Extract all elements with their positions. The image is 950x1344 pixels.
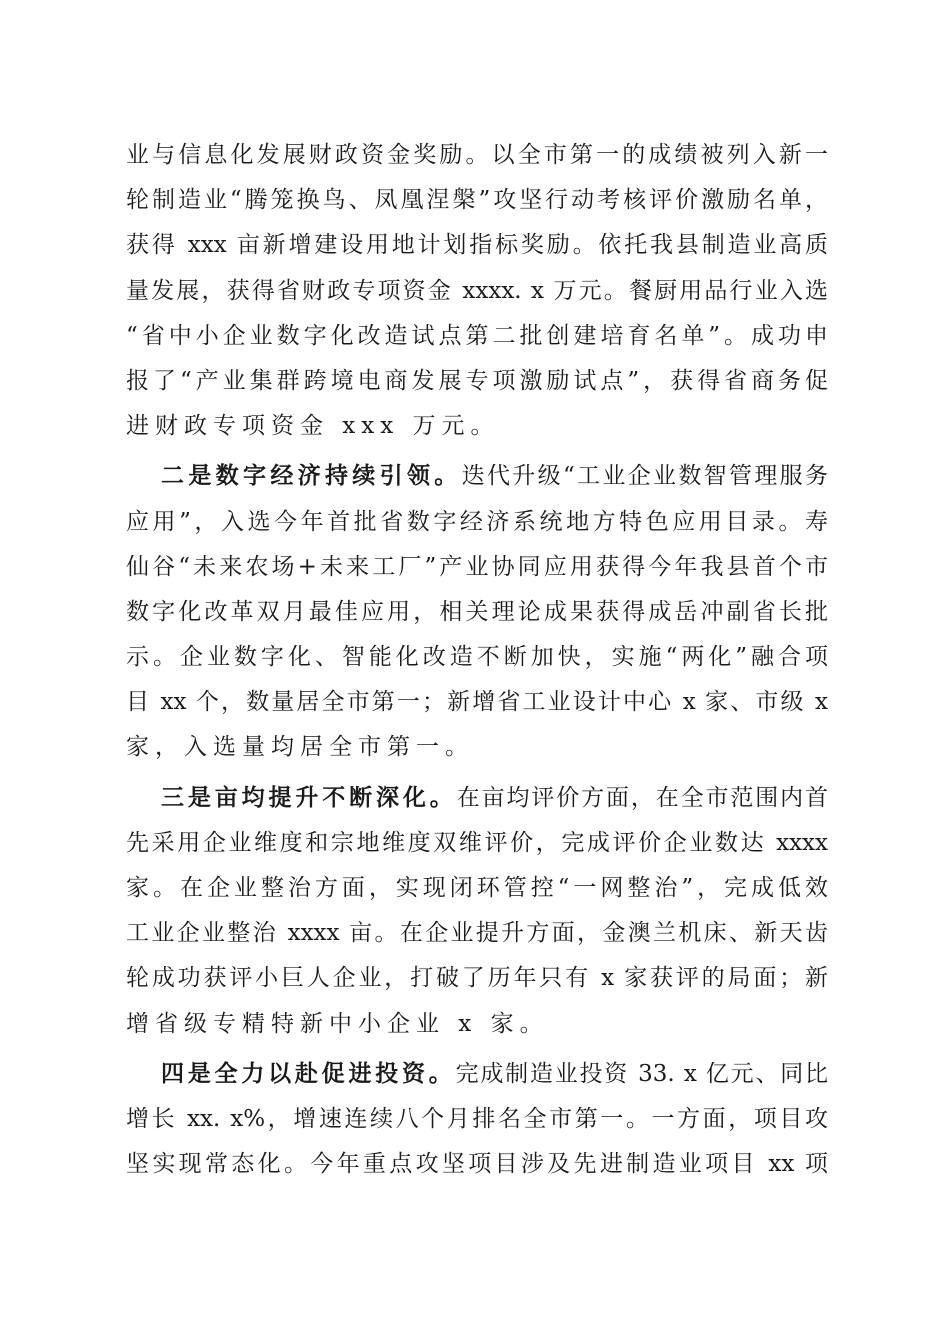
text-line: 量发展，获得省财政专项资金 xxxx. x 万元。餐厨用品行业入选 [126,277,828,304]
paragraph-investment [126,1056,828,1192]
paragraph-heading: 二是数字经济持续引领。 [161,462,462,490]
text-line: 获得 xxx 亩新增建设用地计划指标奖励。依托我县制造业高质 [126,232,828,259]
text-line: 报了“产业集群跨境电商发展专项激励试点”，获得省商务促 [126,367,828,394]
text-line: 业与信息化发展财政资金奖励。以全市第一的成绩被列入新一 [126,142,828,168]
paragraph-heading: 四是全力以赴促进投资。 [161,1059,456,1087]
paragraph-per-mu-efficiency [126,780,828,1051]
text-line: 轮制造业“腾笼换鸟、凤凰涅槃”攻坚行动考核评价激励名单， [126,187,828,214]
text-line: 目 xx 个，数量居全市第一；新增省工业设计中心 x 家、市级 x [126,689,828,716]
text-line: 家，入选量均居全市第一。 [126,734,474,761]
paragraph-text: 完成制造业投资 33. x 亿元、同比 [455,1060,829,1087]
paragraph-text: 迭代升级“工业企业数智管理服务 [461,463,828,490]
paragraph-heading: 三是亩均提升不断深化。 [161,783,457,811]
text-line: 坚实现常态化。今年重点攻坚项目涉及先进制造业项目 xx 项 [126,1151,828,1178]
document-page [126,137,828,1191]
text-line-first [126,780,828,825]
text-line: 增省级专精特新中小企业 x 家。 [126,1010,549,1037]
text-line: 轮成功获评小巨人企业，打破了历年只有 x 家获评的局面；新 [126,965,828,992]
text-line: 仙谷“未来农场+未来工厂”产业协同应用获得今年我县首个市 [126,553,828,580]
text-line: “省中小企业数字化改造试点第二批创建培育名单”。成功申 [126,322,828,349]
paragraph-funding-awards [126,137,828,453]
text-line: 家。在企业整治方面，实现闭环管控“一网整治”，完成低效 [126,875,828,901]
text-line: 示。企业数字化、智能化改造不断加快，实施“两化”融合项 [126,644,828,671]
text-line: 工业企业整治 xxxx 亩。在企业提升方面，金澳兰机床、新天齿 [126,920,828,947]
text-line-first [126,458,828,503]
text-line: 应用”，入选今年首批省数字经济系统地方特色应用目录。寿 [126,508,828,535]
text-line: 增长 xx. x%，增速连续八个月排名全市第一。一方面，项目攻 [126,1105,828,1132]
paragraph-digital-economy [126,458,828,774]
text-line: 先采用企业维度和宗地维度双维评价，完成评价企业数达 xxxx [126,829,828,856]
text-line: 数字化改革双月最佳应用，相关理论成果获得成岳冲副省长批 [126,598,828,625]
paragraph-text: 在亩均评价方面，在全市范围内首 [456,784,829,811]
text-line-first [126,1056,828,1101]
text-line: 进财政专项资金 xxx 万元。 [126,413,500,440]
